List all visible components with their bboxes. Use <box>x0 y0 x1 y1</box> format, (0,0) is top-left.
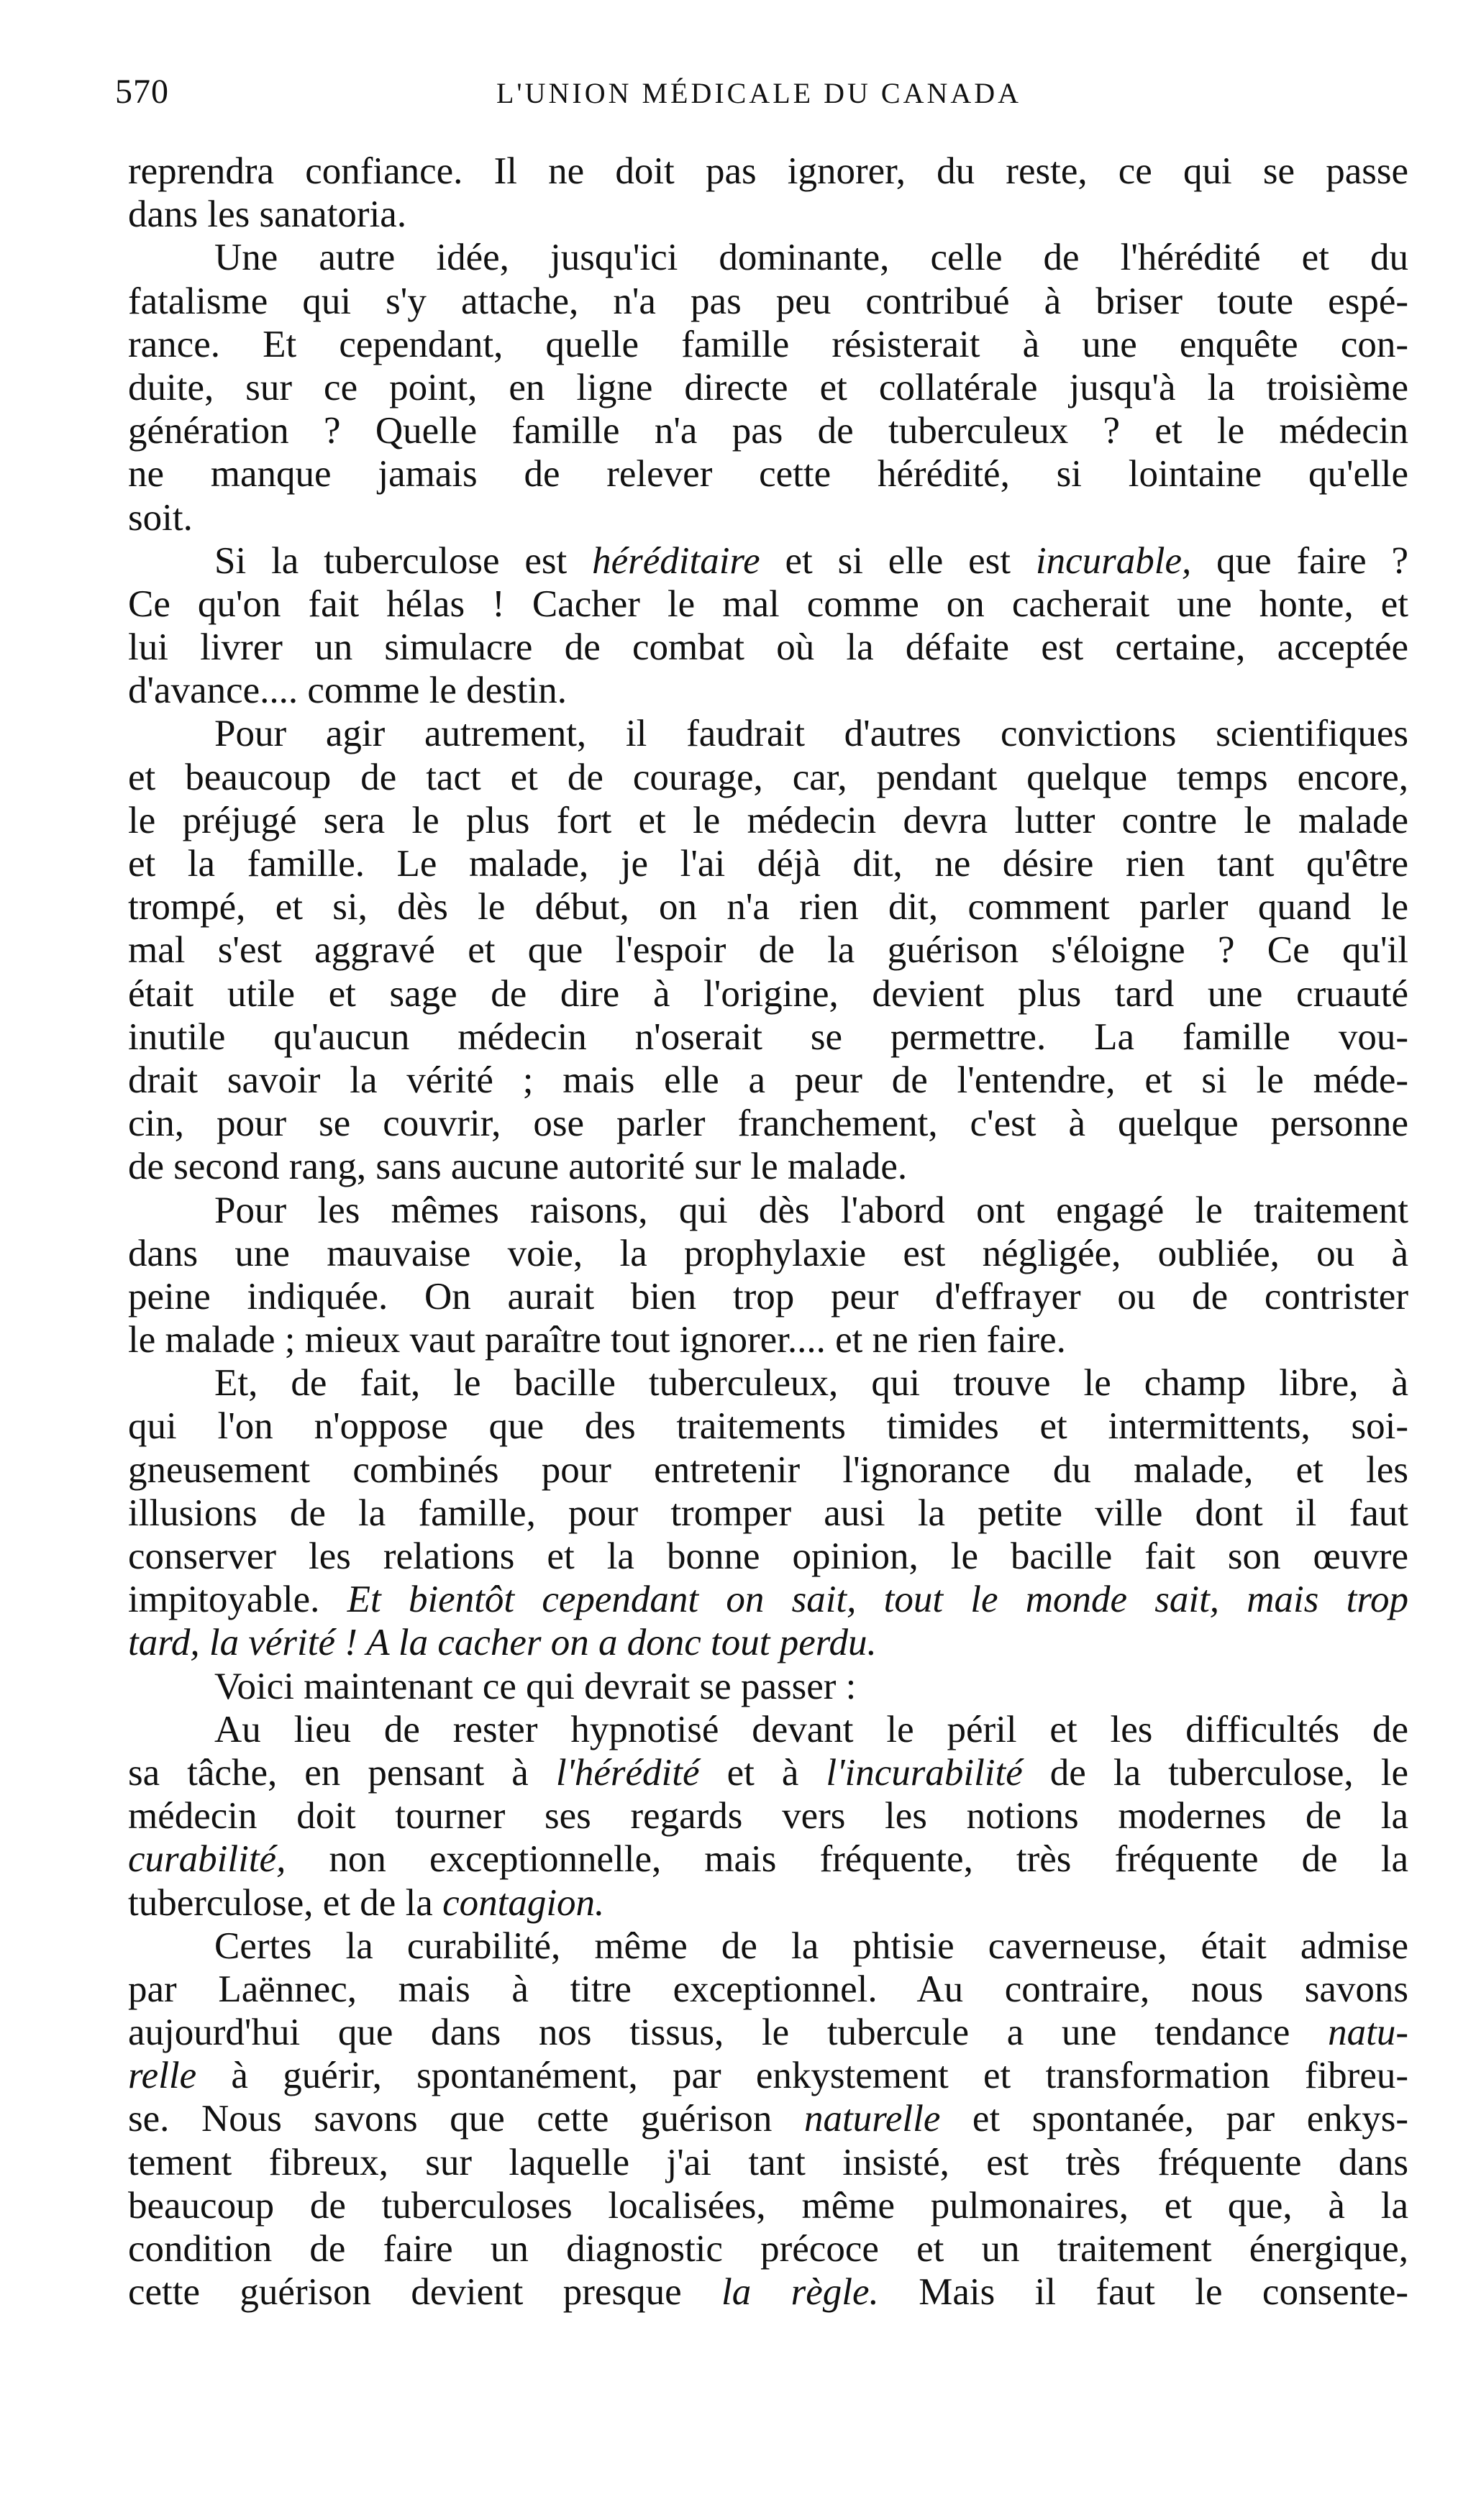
text-segment: à guérir, spontanément, par enkystement et transformation fibreu- <box>196 2055 1408 2097</box>
text-line: tement fibreux, sur laquelle j'ai tant insisté, est très fréquente dans <box>128 2141 1408 2183</box>
text-line: par Laënnec, mais à titre exceptionnel. Au contraire, nous savons <box>128 1968 1408 2010</box>
text-segment: se. Nous savons que cette guérison <box>128 2098 804 2140</box>
text-segment: impitoyable. <box>128 1579 347 1621</box>
text-line: ne manque jamais de relever cette hérédité, si lointaine qu'elle <box>128 453 1408 496</box>
text-line: illusions de la famille, pour tromper ausi la petite ville dont il faut <box>128 1492 1408 1534</box>
text-line: Pour agir autrement, il faudrait d'autres convictions scientifiques <box>214 713 1408 755</box>
text-line: Au lieu de rester hypnotisé devant le péril et les difficultés de <box>214 1708 1408 1750</box>
text-line: était utile et sage de dire à l'origine, devient plus tard une cruauté <box>128 972 1408 1015</box>
italic-text: tard, la vérité ! A la cacher on a donc tout perdu. <box>128 1622 877 1664</box>
text-line: duite, sur ce point, en ligne directe et collatérale jusqu'à la troisième <box>128 366 1408 408</box>
text-line: et la famille. Le malade, je l'ai déjà dit, ne désire rien tant qu'être <box>128 843 1408 885</box>
text-line: de second rang, sans aucune autorité sur le malade. <box>128 1146 908 1188</box>
text-line: condition de faire un diagnostic précoce et un traitement énergique, <box>128 2228 1408 2270</box>
text-line <box>128 1621 1408 1664</box>
text-line: le malade ; mieux vaut paraître tout ignorer.... et ne rien faire. <box>128 1319 1066 1361</box>
italic-text: l'incurabilité <box>826 1751 1023 1794</box>
text-line: cin, pour se couvrir, ose parler franchement, c'est à quelque personne <box>128 1102 1408 1145</box>
text-line: peine indiquée. On aurait bien trop peur d'effrayer ou de contrister <box>128 1275 1408 1318</box>
text-line <box>128 2011 1408 2054</box>
text-segment: aujourd'hui que dans nos tissus, le tubercule a une tendance <box>128 2012 1329 2054</box>
text-line: Ce qu'on fait hélas ! Cacher le mal comme on cacherait une honte, et <box>128 583 1408 625</box>
article-body <box>128 150 1408 2314</box>
text-line: gneusement combinés pour entretenir l'ignorance du malade, et les <box>128 1448 1408 1491</box>
italic-text: héréditaire <box>592 539 760 582</box>
text-line: Voici maintenant ce qui devrait se passer : <box>214 1665 857 1707</box>
italic-text: incurable, <box>1035 539 1192 582</box>
text-line: dans une mauvaise voie, la prophylaxie est négligée, oubliée, ou à <box>128 1232 1408 1274</box>
italic-text: curabilité, <box>128 1838 286 1881</box>
text-line: le préjugé sera le plus fort et le médecin devra lutter contre le malade <box>128 799 1408 841</box>
text-line: d'avance.... comme le destin. <box>128 670 567 712</box>
text-line <box>128 2097 1408 2140</box>
page-header <box>115 72 1403 129</box>
page-number: 570 <box>115 73 169 111</box>
text-line: médecin doit tourner ses regards vers les notions modernes de la <box>128 1795 1408 1838</box>
text-line <box>128 1881 1408 1925</box>
text-segment: cette guérison devient presque <box>128 2271 721 2314</box>
text-line: trompé, et si, dès le début, on n'a rien dit, comment parler quand le <box>128 886 1408 928</box>
text-segment: et spontanée, par enkys- <box>940 2098 1408 2140</box>
text-segment: et à <box>699 1751 826 1794</box>
text-line: inutile qu'aucun médecin n'oserait se permettre. La famille vou- <box>128 1015 1408 1058</box>
text-line <box>128 1838 1408 1881</box>
text-line: Pour les mêmes raisons, qui dès l'abord ont engagé le traitement <box>214 1189 1408 1231</box>
text-segment: et si elle est <box>760 539 1036 582</box>
text-line: drait savoir la vérité ; mais elle a peur de l'entendre, et si le méde- <box>128 1059 1408 1101</box>
text-segment: tuberculose, et de la <box>128 1881 443 1924</box>
italic-text: Et bientôt cependant on sait, tout le monde sait, mais trop <box>347 1579 1408 1621</box>
text-line <box>128 539 1408 583</box>
italic-text: relle <box>128 2055 197 2097</box>
text-line: génération ? Quelle famille n'a pas de tuberculeux ? et le médecin <box>128 410 1408 452</box>
text-line: rance. Et cependant, quelle famille résisterait à une enquête con- <box>128 323 1408 365</box>
italic-text: natu- <box>1328 2012 1408 2054</box>
text-segment: sa tâche, en pensant à <box>128 1751 556 1794</box>
text-line <box>128 1751 1408 1794</box>
text-line: Certes la curabilité, même de la phtisie caverneuse, était admise <box>214 1925 1408 1967</box>
text-line: beaucoup de tuberculoses localisées, même pulmonaires, et que, à la <box>128 2184 1408 2227</box>
text-line: lui livrer un simulacre de combat où la défaite est certaine, acceptée <box>128 626 1408 669</box>
italic-text: naturelle <box>803 2098 941 2140</box>
text-segment: non exceptionnelle, mais fréquente, très fréquente de la <box>286 1838 1408 1881</box>
text-line: conserver les relations et la bonne opinion, le bacille fait son œuvre <box>128 1535 1408 1577</box>
text-line: Et, de fait, le bacille tuberculeux, qui trouve le champ libre, à <box>214 1362 1408 1405</box>
text-line: qui l'on n'oppose que des traitements timides et intermittents, soi- <box>128 1405 1408 1448</box>
text-line: et beaucoup de tact et de courage, car, pendant quelque temps encore, <box>128 756 1408 798</box>
italic-text: l'hérédité <box>555 1751 700 1794</box>
text-line <box>128 2270 1408 2314</box>
running-title: L'UNION MÉDICALE DU CANADA <box>496 77 1022 109</box>
italic-text: la règle. <box>721 2271 879 2314</box>
text-segment: que faire ? <box>1191 539 1408 582</box>
text-segment: Si la tuberculose est <box>214 539 593 582</box>
text-line: reprendra confiance. Il ne doit pas ignorer, du reste, ce qui se passe <box>128 150 1408 192</box>
text-line: mal s'est aggravé et que l'espoir de la guérison s'éloigne ? Ce qu'il <box>128 929 1408 972</box>
italic-text: contagion. <box>442 1881 605 1924</box>
text-line: Une autre idée, jusqu'ici dominante, celle de l'hérédité et du <box>214 237 1408 279</box>
text-line <box>128 1578 1408 1621</box>
text-line: soit. <box>128 496 193 539</box>
text-segment: de la tuberculose, le <box>1022 1751 1408 1794</box>
text-line: dans les sanatoria. <box>128 193 407 236</box>
text-segment: Mais il faut le consente- <box>878 2271 1409 2314</box>
text-line <box>128 2054 1408 2097</box>
text-line: fatalisme qui s'y attache, n'a pas peu contribué à briser toute espé- <box>128 280 1408 322</box>
